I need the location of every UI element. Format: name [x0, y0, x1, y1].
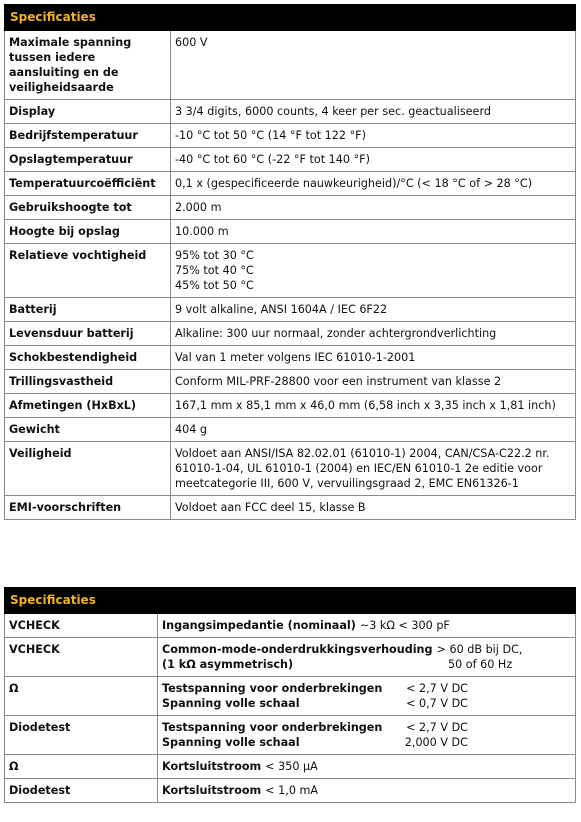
spec-key: Spanning volle schaal: [162, 697, 300, 710]
spec-key: Kortsluitstroom: [162, 784, 262, 797]
spec-pair: [162, 681, 571, 696]
spec-pair: [162, 642, 571, 657]
spec-label: Levensduur batterij: [5, 322, 171, 346]
spec-number: ~3 kΩ < 300 pF: [359, 619, 450, 632]
table-row: [5, 346, 576, 370]
spec-value: 404 g: [171, 418, 576, 442]
spec-pair: [162, 696, 571, 711]
spec-value: [158, 638, 576, 677]
spec-key: Common-mode-onderdrukkingsverhouding: [162, 643, 433, 656]
table-row: [5, 779, 576, 803]
spec-key: Spanning volle schaal: [162, 736, 300, 749]
table-header: Specificaties: [5, 588, 576, 614]
spec-label: Bedrijfstemperatuur: [5, 124, 171, 148]
spec-label: Temperatuurcoëfficiënt: [5, 172, 171, 196]
spec-label: Diodetest: [5, 716, 158, 755]
spec-value: [158, 614, 576, 638]
specifications-table-vcheck: [4, 587, 576, 803]
spec-label: Trillingsvastheid: [5, 370, 171, 394]
spec-label: Gebruikshoogte tot: [5, 196, 171, 220]
spec-number: < 1,0 mA: [265, 784, 319, 797]
humidity-line: 45% tot 50 °C: [175, 279, 254, 292]
spec-value: [158, 755, 576, 779]
spec-label: Batterij: [5, 298, 171, 322]
spec-value: [158, 716, 576, 755]
spec-label: Display: [5, 100, 171, 124]
spec-value: Alkaline: 300 uur normaal, zonder achtergrondverlichting: [171, 322, 576, 346]
spec-value: Conform MIL-PRF-28800 voor een instrument van klasse 2: [171, 370, 576, 394]
spec-label: Gewicht: [5, 418, 171, 442]
spec-number: < 0,7 V DC: [406, 697, 468, 710]
spec-value: 167,1 mm x 85,1 mm x 46,0 mm (6,58 inch x 3,35 inch x 1,81 inch): [171, 394, 576, 418]
table-row: [5, 614, 576, 638]
spec-value: 0,1 x (gespecificeerde nauwkeurigheid)/°C (< 18 °C of > 28 °C): [171, 172, 576, 196]
table-row: [5, 322, 576, 346]
spec-label: EMI-voorschriften: [5, 496, 171, 520]
spec-pair: [162, 735, 571, 750]
spec-key: Testspanning voor onderbrekingen: [162, 682, 383, 695]
table-row: [5, 172, 576, 196]
table-header-row: [5, 5, 576, 31]
spec-number: 2,000 V DC: [404, 736, 468, 749]
spec-value: [158, 677, 576, 716]
table-row: [5, 418, 576, 442]
spec-value: Val van 1 meter volgens IEC 61010-1-2001: [171, 346, 576, 370]
spec-label: Relatieve vochtigheid: [5, 244, 171, 298]
table-row: [5, 638, 576, 677]
spec-number: > 60 dB bij DC,: [436, 643, 523, 656]
spec-value: -40 °C tot 60 °C (-22 °F tot 140 °F): [171, 148, 576, 172]
spec-key: Testspanning voor onderbrekingen: [162, 721, 383, 734]
spec-label: Opslagtemperatuur: [5, 148, 171, 172]
spec-pair: [162, 759, 571, 774]
spec-key: (1 kΩ asymmetrisch): [162, 658, 294, 671]
spec-pair: [162, 618, 571, 633]
table-row: [5, 244, 576, 298]
spec-label: Ω: [5, 755, 158, 779]
spec-value: Voldoet aan FCC deel 15, klasse B: [171, 496, 576, 520]
spec-key: Kortsluitstroom: [162, 760, 262, 773]
table-row: [5, 442, 576, 496]
spec-label: VCHECK: [5, 614, 158, 638]
spec-value: [171, 244, 576, 298]
table-row: [5, 370, 576, 394]
table-row: [5, 100, 576, 124]
spec-pair: [162, 720, 571, 735]
spec-number: < 2,7 V DC: [406, 682, 468, 695]
spec-number: < 2,7 V DC: [406, 721, 468, 734]
spec-value: 2.000 m: [171, 196, 576, 220]
spec-label: Diodetest: [5, 779, 158, 803]
table-row: [5, 677, 576, 716]
spec-value: [158, 779, 576, 803]
spec-value: 9 volt alkaline, ANSI 1604A / IEC 6F22: [171, 298, 576, 322]
spec-label: Ω: [5, 677, 158, 716]
table-row: [5, 124, 576, 148]
table-row: [5, 31, 576, 100]
table-row: [5, 148, 576, 172]
table-row: [5, 196, 576, 220]
table-row: [5, 394, 576, 418]
spec-label: Maximale spanning tussen iedere aansluiting en de veiligheidsaarde: [5, 31, 171, 100]
table-header-row: [5, 588, 576, 614]
spec-label: Schokbestendigheid: [5, 346, 171, 370]
table-row: [5, 755, 576, 779]
table-row: [5, 298, 576, 322]
specifications-table-general: [4, 4, 576, 520]
humidity-line: 95% tot 30 °C: [175, 249, 254, 262]
table-row: [5, 716, 576, 755]
spec-value: 3 3/4 digits, 6000 counts, 4 keer per sec. geactualiseerd: [171, 100, 576, 124]
spec-label: Veiligheid: [5, 442, 171, 496]
spec-value: 10.000 m: [171, 220, 576, 244]
table-row: [5, 496, 576, 520]
spec-pair: [162, 657, 571, 672]
spec-label: Afmetingen (HxBxL): [5, 394, 171, 418]
spec-label: Hoogte bij opslag: [5, 220, 171, 244]
spec-number: 50 of 60 Hz: [448, 658, 513, 671]
table-header: Specificaties: [5, 5, 576, 31]
table-row: [5, 220, 576, 244]
humidity-line: 75% tot 40 °C: [175, 264, 254, 277]
spec-pair: [162, 783, 571, 798]
spec-label: VCHECK: [5, 638, 158, 677]
spec-number: < 350 μA: [265, 760, 318, 773]
spec-key: Ingangsimpedantie (nominaal): [162, 619, 356, 632]
spec-value: 600 V: [171, 31, 576, 100]
spec-value: Voldoet aan ANSI/ISA 82.02.01 (61010-1) 2004, CAN/CSA-C22.2 nr. 61010-1-04, UL 61010-1 (2004) en IEC/EN 61010-1 2e editie voor meetcategorie III, 600 V, vervuilingsgraad 2, EMC EN61326-1: [171, 442, 576, 496]
spec-value: -10 °C tot 50 °C (14 °F tot 122 °F): [171, 124, 576, 148]
